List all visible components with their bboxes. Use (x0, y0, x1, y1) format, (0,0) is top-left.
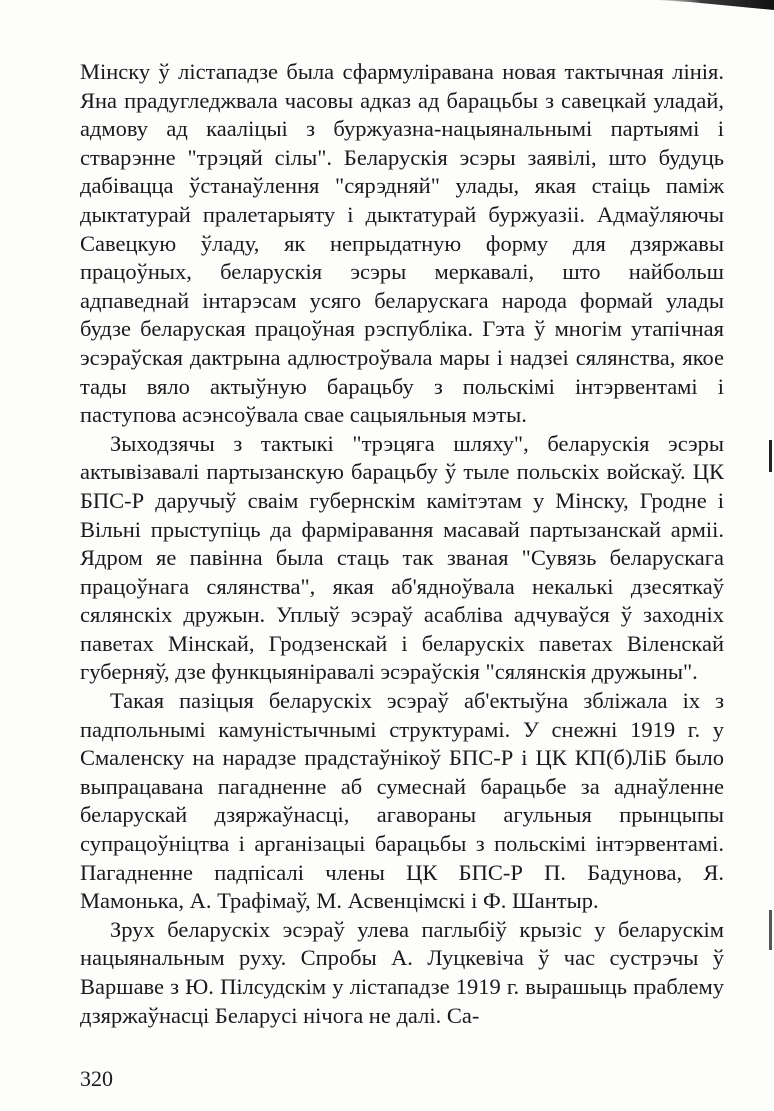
scan-edge-mark (769, 910, 772, 950)
paragraph: Мінску ў лістападзе была сфармулiравана новая тактычная лінія. Яна прадугледжвала часовы адказ ад барацьбы з савецкай уладай, адмову ад кааліцыі з буржуазна-нацыянальнымі партыямі і стварэнне "трэцяй сілы". Беларускія эсэры заявілі, што будуць дабівацца ўстанаўлення "сярэдняй" улады, якая стаіць паміж дыктатурай пралетарыяту і дыктатурай буржуазіі. Адмаўляючы Савецкую ўладу, як непрыдатную форму для дзяржавы працоўных, беларускія эсэры меркавалі, што найбольш адпаведнай інтарэсам усяго беларускага народа формай улады будзе беларуская працоўная рэспубліка. Гэта ў многім утапічная эсэраўская дактрына адлюстроўвала мары і надзеі сялянства, якое тады вяло актыўную барацьбу з польскімі інтэрвентамі і паступова асэнсоўвала свае сацыяльныя мэты. (80, 59, 724, 428)
scan-corner-shadow (654, 0, 774, 10)
page-number: 320 (80, 1066, 113, 1091)
paragraph: Такая пазіцыя беларускіх эсэраў аб'ектыўна збліжала іх з падпольнымі камуністычнымі структурамі. У снежні 1919 г. у Смаленску на нарадзе прадстаўнікоў БПС-Р і ЦК КП(б)ЛіБ было выпрацавана пагадненне аб сумеснай барацьбе за аднаўленне беларускай дзяржаўнасці, агавораны агульныя прынцыпы супрацоўніцтва і арганізацыі барацьбы з польскімі інтэрвентамі. Пагадненне падпісалі члены ЦК БПС-Р П. Бадунова, Я. Мамонька, А. Трафімаў, М. Асвенцімскі і Ф. Шантыр. (80, 688, 724, 914)
paragraph: Зрух беларускіх эсэраў улева паглыбіў крызіс у беларускім нацыянальным руху. Спробы А. Луцкевіча ў час сустрэчы ў Варшаве з Ю. Пілсудскім у лістападзе 1919 г. вырашыць праблему дзяржаўнасці Беларусі нічога не далі. Са- (80, 916, 724, 1028)
scan-edge-mark (769, 440, 772, 472)
paragraph: Зыходзячы з тактыкі "трэцяга шляху", беларускія эсэры актывізавалі партызанскую барацьбу ў тыле польскіх войскаў. ЦК БПС-Р даручыў сваім губернскім камітэтам у Мінску, Гродне і Вільні прыступіць да фарміравання масавай партызанскай арміі. Ядром яе павінна была стаць так званая "Сувязь беларускага працоўнага сялянства", якая аб'ядноўвала некалькі дзесяткаў сялянскіх дружын. Уплыў эсэраў асабліва адчуваўся ў заходніх паветах Мінскай, Гродзенскай і беларускіх паветах Віленскай губерняў, дзе функцыянiравалі эсэраўскія "сялянскія дружыны". (80, 430, 724, 685)
body-text (80, 58, 724, 1030)
